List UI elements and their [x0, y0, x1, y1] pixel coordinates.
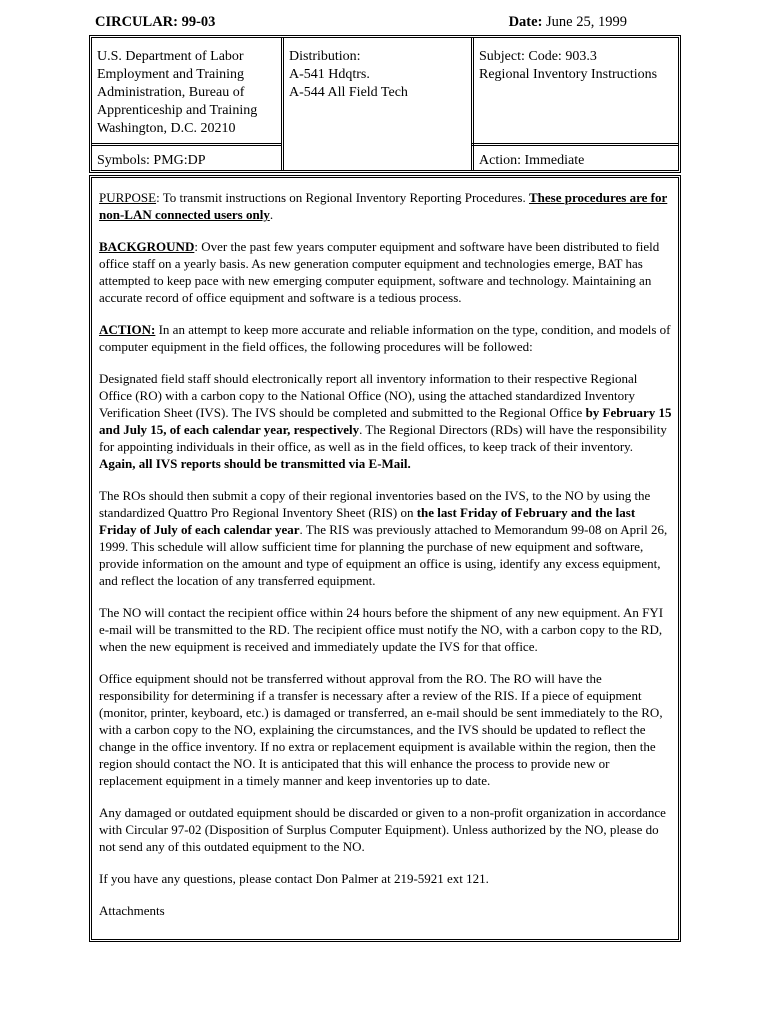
transfer-paragraph: Office equipment should not be transferred without approval from the RO. The RO will have the responsibility for determining if a transfer is necessary after a review of the RIS. If a piece of equipment (monitor, printer, keyboard, etc.) is damaged or transferred, an e-mail should be sent immediately to the RO, with a carbon copy to the NO, explaining the circumstances, and the IVS should be updated to reflect the change in the office inventory. If no extra or replacement equipment is available within the region, then the region should contact the NO. It is anticipated that this will enhance the process to provide new or replacement equipment in a timely manner and keep inventories up to date.	[99, 671, 663, 788]
purpose-emphasis: These procedures are for non-LAN connected users only	[99, 190, 668, 222]
symbols: Symbols: PMG:DP	[97, 153, 206, 168]
purpose-end: .	[269, 207, 274, 222]
agency-line: Employment and Training	[97, 67, 244, 82]
distribution	[284, 38, 471, 102]
subject-line: Regional Inventory Instructions	[479, 67, 658, 82]
ris-paragraph	[99, 487, 672, 589]
action-status: Action: Immediate	[479, 153, 585, 168]
email-note: Again, all IVS reports should be transmitted via E-Mail.	[99, 456, 411, 471]
action-paragraph	[99, 321, 672, 355]
distribution-line: A-544 All Field Tech	[289, 85, 408, 100]
disposal-paragraph: Any damaged or outdated equipment should be discarded or given to a non-profit organization in accordance with Circular 97-02 (Disposition of Surplus Computer Equipment). Unless authorized by the NO, please do not send any of this outdated equipment to the NO.	[99, 805, 666, 854]
ris-deadline: the last Friday of February and the last Friday of July of each calendar year	[99, 505, 636, 537]
action-text: In an attempt to keep more accurate and reliable information on the type, condition, and models of computer equipment in the field offices, the following procedures will be followed:	[99, 322, 671, 354]
distribution-line: A-541 Hdqtrs.	[289, 67, 370, 82]
attachments-label: Attachments	[99, 903, 165, 918]
agency-line: U.S. Department of Labor	[97, 49, 244, 64]
date-value: June 25, 1999	[542, 14, 627, 30]
date-label: Date:	[508, 14, 543, 30]
purpose-text: : To transmit instructions on Regional Inventory Reporting Procedures.	[156, 190, 529, 205]
action-heading: ACTION:	[99, 322, 156, 337]
text-run: . The RIS was previously attached to Memorandum 99-08 on April 26, 1999. This schedule will allow sufficient time for planning the purchase of new equipment and software, provide information on the amount and type of equipment an office is using, identify any excess equipment, and reflect the location of any transferred equipment.	[99, 522, 668, 588]
text-run: . The Regional Directors (RDs) will have the responsibility for appointing individuals in their office, as well as in the field offices, to keep track of their inventory.	[99, 422, 667, 454]
text-run: Designated field staff should electronically report all inventory information to their respective Regional Office (RO) with a carbon copy to the National Office (NO), using the attached standardized Inventory Verification Sheet (IVS). The IVS should be completed and submitted to the Regional Office	[99, 371, 638, 420]
background-heading: BACKGROUND	[99, 239, 195, 254]
circular-header-line	[95, 14, 627, 34]
contact-paragraph: If you have any questions, please contact Don Palmer at 219-5921 ext 121.	[99, 871, 489, 886]
purpose-heading: PURPOSE	[99, 190, 157, 205]
header-table	[89, 35, 681, 173]
background-paragraph	[99, 238, 672, 306]
agency-line: Administration, Bureau of	[97, 85, 245, 100]
text-run: The ROs should then submit a copy of their regional inventories based on the IVS, to the NO by using the standardized Quattro Pro Regional Inventory Sheet (RIS) on	[99, 488, 651, 520]
agency-line: Washington, D.C. 20210	[97, 121, 236, 136]
deadline-text: by February 15 and July 15, of each calendar year, respectively	[99, 405, 672, 437]
subject-line: Subject: Code: 903.3	[479, 49, 597, 64]
subject	[474, 38, 679, 84]
shipment-paragraph: The NO will contact the recipient office within 24 hours before the shipment of any new equipment. An FYI e-mail will be transmitted to the RD. The recipient office must notify the NO, with a carbon copy to the RD, when the new equipment is received and immediately update the IVS for that office.	[99, 605, 664, 654]
circular-body	[89, 175, 681, 942]
circular-number: CIRCULAR: 99-03	[95, 14, 216, 30]
distribution-line: Distribution:	[289, 49, 361, 64]
purpose-paragraph	[99, 189, 672, 223]
circular-date	[509, 14, 627, 31]
background-text: : Over the past few years computer equipment and software have been distributed to field office staff on a yearly basis. As new generation computer equipment and technologies emerge, BAT has attempted to keep pace with new emerging computer equipment, software and technology. Maintaining an accurate record of office equipment and software is a tedious process.	[99, 239, 660, 305]
reporting-paragraph	[99, 370, 672, 472]
agency-address	[92, 38, 281, 138]
agency-line: Apprenticeship and Training	[97, 103, 258, 118]
